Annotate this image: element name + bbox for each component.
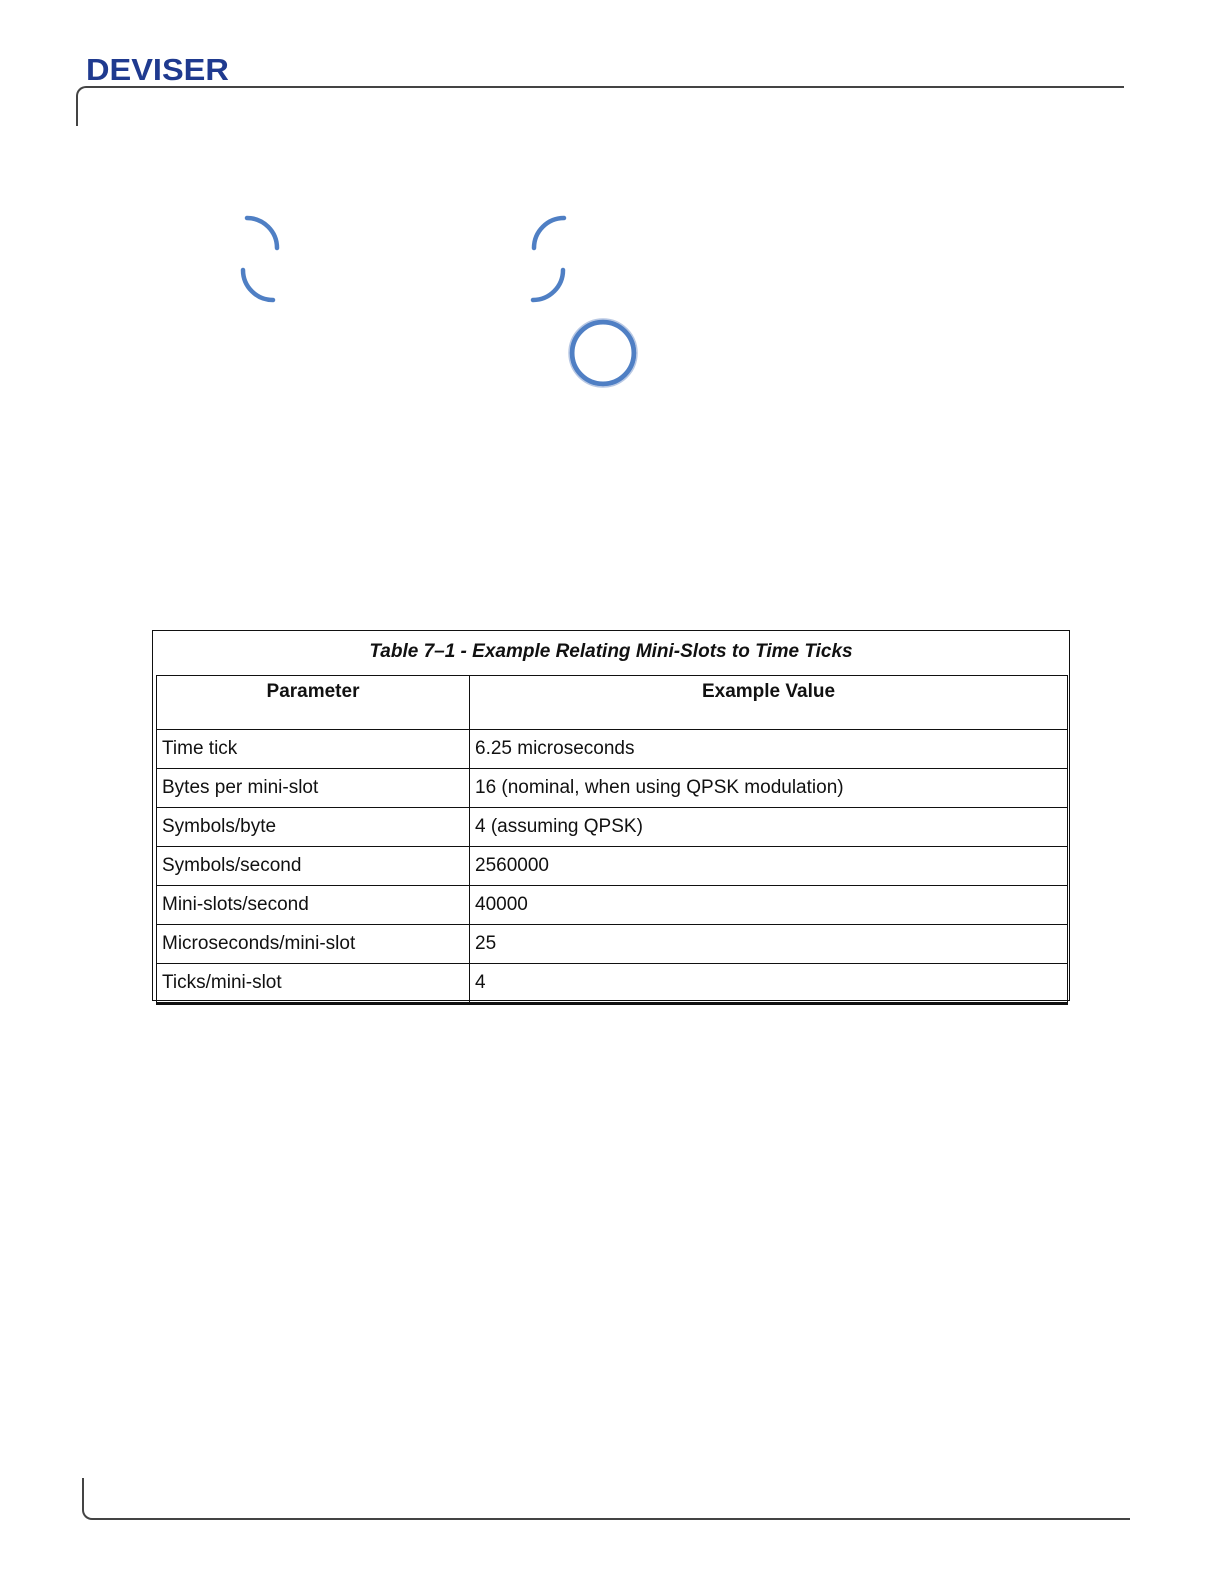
- table-row: [157, 730, 1068, 769]
- table-row: [157, 925, 1068, 964]
- footer-rule: [82, 1478, 1130, 1520]
- value-cell: 16 (nominal, when using QPSK modulation): [470, 769, 1068, 808]
- value-cell: 4 (assuming QPSK): [470, 808, 1068, 847]
- arc-right-bottom-icon: [533, 270, 563, 300]
- parameter-cell: Bytes per mini-slot: [157, 769, 470, 808]
- parameter-cell: Mini-slots/second: [157, 886, 470, 925]
- table-row: [157, 847, 1068, 886]
- parameter-cell: Microseconds/mini-slot: [157, 925, 470, 964]
- ring-icon: [572, 322, 634, 384]
- table-title: Table 7–1 - Example Relating Mini-Slots to Time Ticks: [369, 641, 853, 662]
- value-cell: 25: [470, 925, 1068, 964]
- parameter-cell: Time tick: [157, 730, 470, 769]
- arc-right-top-icon: [534, 218, 564, 248]
- table-header-row: [157, 676, 1068, 730]
- column-header-parameter: Parameter: [157, 676, 470, 730]
- table-row: [157, 808, 1068, 847]
- mini-slot-table: [152, 630, 1070, 1001]
- arc-left-bottom-icon: [243, 270, 273, 300]
- value-cell: 2560000: [470, 847, 1068, 886]
- decorative-arcs: [0, 0, 1224, 420]
- deviser-logo: DEVISER: [86, 52, 229, 87]
- table-row: [157, 964, 1068, 1004]
- value-cell: 6.25 microseconds: [470, 730, 1068, 769]
- value-cell: 4: [470, 964, 1068, 1004]
- table-row: [157, 886, 1068, 925]
- table-body: [156, 675, 1068, 1005]
- value-cell: 40000: [470, 886, 1068, 925]
- parameter-cell: Symbols/byte: [157, 808, 470, 847]
- column-header-example-value: Example Value: [470, 676, 1068, 730]
- parameter-cell: Symbols/second: [157, 847, 470, 886]
- table-row: [157, 769, 1068, 808]
- arc-left-top-icon: [247, 218, 277, 248]
- parameter-cell: Ticks/mini-slot: [157, 964, 470, 1004]
